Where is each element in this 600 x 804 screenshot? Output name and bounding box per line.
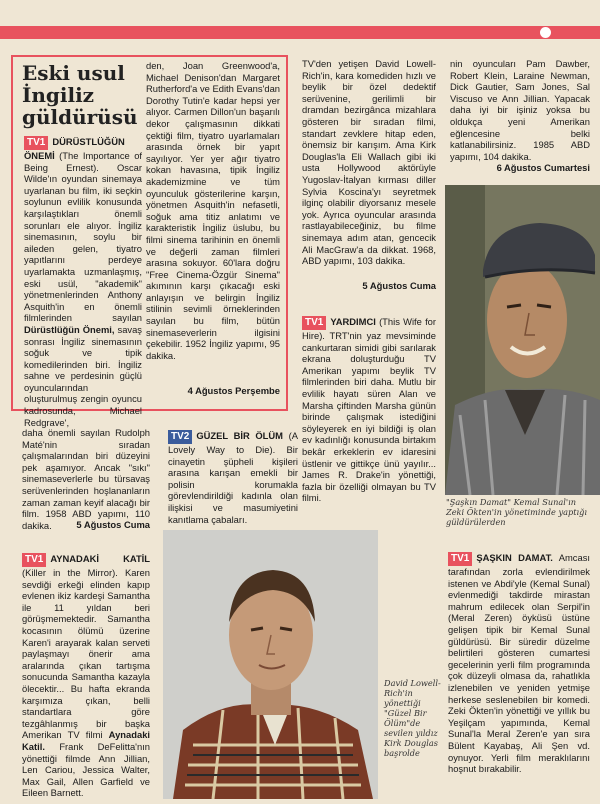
channel-badge-tv2: TV2 [168,430,192,444]
entry-text-b: savaş sonrası İngiliz sinemasının soğuk ve tipik komedilerinden biri. İngiliz sahne ve perdesinin güçlü oyuncularından oluşturulmuş zengin oyuncu kadrosunda, Michael Redgrave', [24,323,142,428]
entry-date: 4 Ağustos Perşembe [187,385,280,396]
continuation-text: daha önemli sayılan Rudolph Maté'nin sıradan çalışmalarından biri düzeyini pek aşamıyor. Ancak "sıkı" sinemaseverlerle bu türsavaş serüvenlerinden hoşlananların zaman zaman keyif alacağı bir film. 1958 ABD yapımı, 110 dakika. [22,427,150,531]
kirk-douglas-photo [163,530,378,799]
entry-text: Amcası tarafından zorla evlendirilmek istenen ve Abdi'yle (Kemal Sunal) evlenmediği takdirde mirastan mahrum edilecek olan Serpil'in (Meral Zeren) öyküsü üstüne gelişen tipik bir Kemal Sunal güldürüsü. Bir süredir düzelme belirtileri gösteren cumartesi gecelerinin yerli film programında çok düzeyli olmasa da, rahatlıkla izlenebilen ve yeniden yetmişe herkese seslenebilen bir komedi. Zeki Ökten'in yönettiği ve yıllık bu Yeşilçam yapımında, Kemal Sunal'la Meral Zeren'e yan sıra Bülent Kayabaş, Ali Şen vd. oynuyor. Yerli film meraklılarını hoşnut bırakabilir. [448,552,590,775]
guzel-bir-olum-entry [168,430,299,525]
channel-badge-tv1: TV1 [302,316,326,330]
portrait-illustration [445,185,600,495]
box-column-1 [24,136,143,428]
channel-badge-tv1: TV1 [24,136,48,150]
entry-text-b: Frank DeFelitta'nın yönettiği filmde Ann Jillian, Len Cariou, Jessica Walter, Max Gail, Allen Garfield ve Eileen Barnett. [22,740,150,799]
entry-title: AYNADAKİ KATİL [50,553,150,564]
entry-date: 5 Ağustos Cuma [76,519,150,530]
portrait-illustration [163,530,378,799]
entry-date: 5 Ağustos Cuma [362,280,436,291]
entry-title: YARDIMCI [330,316,376,327]
column-3-top [450,58,590,183]
yardimci-entry [302,316,436,516]
column-2-top [302,58,436,308]
saskin-damat-entry [448,552,590,799]
entry-paragraph [448,552,590,775]
band-circle-ornament [540,27,551,38]
entry-paragraph [22,553,150,799]
entry-text: (A Lovely Way to Die). Bir cinayetin şüpheli kişileri arasına karışan emekli bir polisin korumakla görevlendirildiği kadınla olan ilişkisi ve masumiyetini kanıtlama çabaları. [168,430,299,525]
entry-paragraph [302,316,436,504]
entry-title-inline: Aynadaki Katil. [22,729,151,752]
box-column-2 [146,60,280,408]
entry-text: (This Wife for Hire). TRT'nin yaz mevsiminde cankurtaran simidi gibi sarılarak ekrana doluşturduğu TV Amerikan yapımı beylik TV filmlerinden biri daha. Mutlu bir evlilik hayatı süren Alan ve Marsha çiftinden Marsha günün birinde çalışmak istediğini söyleyerek en iyi bildiği iş olan ev kadınlığı konusunda birtakım bekâr erkeklerin ev idaresini üstlenir ve gittikçe ünü yayılır... James R. Drake'in yönettiği, fazla bir özelliği olmayan bu TV filmi. [302,316,437,504]
entry-text-a: (The Importance of Being Ernest). Oscar Wilde'ın oyundan sinemaya uyarlanan bu film, iki seçkin soylunun evlilik konusunda karşılaştıkları önemli sorunları ele alıyor. İngiliz sinemasının, soylu bir aileden gelen, tiyatro yapıtlarını perdeye uyarlamakta uzmanlaşmış, eski usül, "akademik" yönetmenlerinden Anthony Asquith'in en önemli filmlerinden sayılan [24,150,143,324]
entry-text-c: den, Joan Greenwood'a, Michael Denison'dan Margaret Rutherford'a ve Edith Evans'dan Dorothy Tutin'e kadar hepsi yer alıyor. Carmen Dillon'un başarılı dekor çalışmasının dikkati çektiği film, tiyatro uyarlamaları arasında örnek bir yapıt sayılıyor. Yer yer ağır tiyatro kokan havasına, tipik İngiliz akademizmine ve tüm oyunculuk gösterilerine karşın, yönetmen Asquith'in nefasetli, soğuk ama titiz anlatımı ve karakteristik İngiliz üslubu, bu filmi sinema tarihinin en önemli ve değerli zaman filmleri arasına sokuyor. 60'lara doğru "Free Cinema-Özgür Sinema" akımının karşı çıkacağı eski anlayışın ve belirgin İngiliz stilinin sevimli örneklerinden sayılan bu film, bütün sinemaseverlerin ilgisini çekebilir. 1952 İngiliz yapımı, 95 dakika. [146,60,280,361]
kemal-sunal-photo [445,185,600,495]
entry-title: GÜZEL BİR ÖLÜM [196,430,283,441]
entry-paragraph [168,430,298,525]
entry-text-a: (Killer in the Mirror). Karen sevdiği erkeği elinden kapıp evlenen ikiz kardeşi Samantha ile 11 yıldan beri görüşmemektedir. Samantha kocasının ölümü üzerine Karen'i arayarak kalan serveti paylaşmayı önerir ama aralarında çıkan tartışma sonucunda Samantha kazayla ölecektir... Bu hafta ekranda karşımıza çıkan, belli standartlara göre tezgâhlanmış bir başka Amerikan TV filmi [22,567,150,741]
column-1-continuation [22,427,150,547]
article-headline: Eski usul İngiliz güldürüsü [22,61,138,129]
continuation-text: TV'den yetişen David Lowell-Rich'in, kara komediden hızlı ve beylik bir özel dedektif serüvenine, gerilimli bir dramdan bezirgânca mizahlara gösteren bir sıradan filmi, standart zevklere hitap eden, önemsiz bir karışım. Ama Kirk Douglas'la Eli Wallach gibi iki usta Hollywood aktörüyle Yugoslav-İtalyan kırması diller Sylvia Koscina'yı seyretmek ilginç olabilir diyorsanız mesele yok. Ayrıca oyuncular arasında rastlayabileceğiniz, bu filme sinemaya adım atan, gencecik Ali MacGraw'a da dikkat. 1968, ABD yapımı, 103 dakika. [302,58,436,267]
continuation-text: nin oyuncuları Pam Dawber, Robert Klein, Laraine Newman, Dick Gautier, Sam Jones, Sal Viscuso ve Ann Jillian. Yapacak daha iyi bir işiniz yoksa bu oldukça yeni Amerikan eğlencesine belki katlanabilirsiniz. 1985 ABD yapımı, 104 dakika. [450,58,590,162]
top-color-band [0,26,600,39]
channel-badge-tv1: TV1 [22,553,46,567]
kemal-sunal-caption: "Şaşkın Damat" Kemal Sunal'ın Zeki Ökten'in yönetiminde yaptığı güldürülerden [446,497,587,527]
entry-title: DÜRÜSTLÜĞÜN ÖNEMİ [24,136,125,161]
channel-badge-tv1: TV1 [448,552,472,566]
entry-title-inline: Dürüstlüğün Önemi, [24,323,115,335]
entry-date: 6 Ağustos Cumartesi [496,162,590,173]
kirk-douglas-caption: David Lowell-Rich'in yönettiği "Güzel Bir Ölüm"de sevilen yıldız Kirk Douglas başrolde [384,678,441,758]
aynadaki-katil-entry [22,553,150,799]
entry-title: ŞAŞKIN DAMAT. [476,552,553,563]
durustlugun-entry [24,136,142,428]
